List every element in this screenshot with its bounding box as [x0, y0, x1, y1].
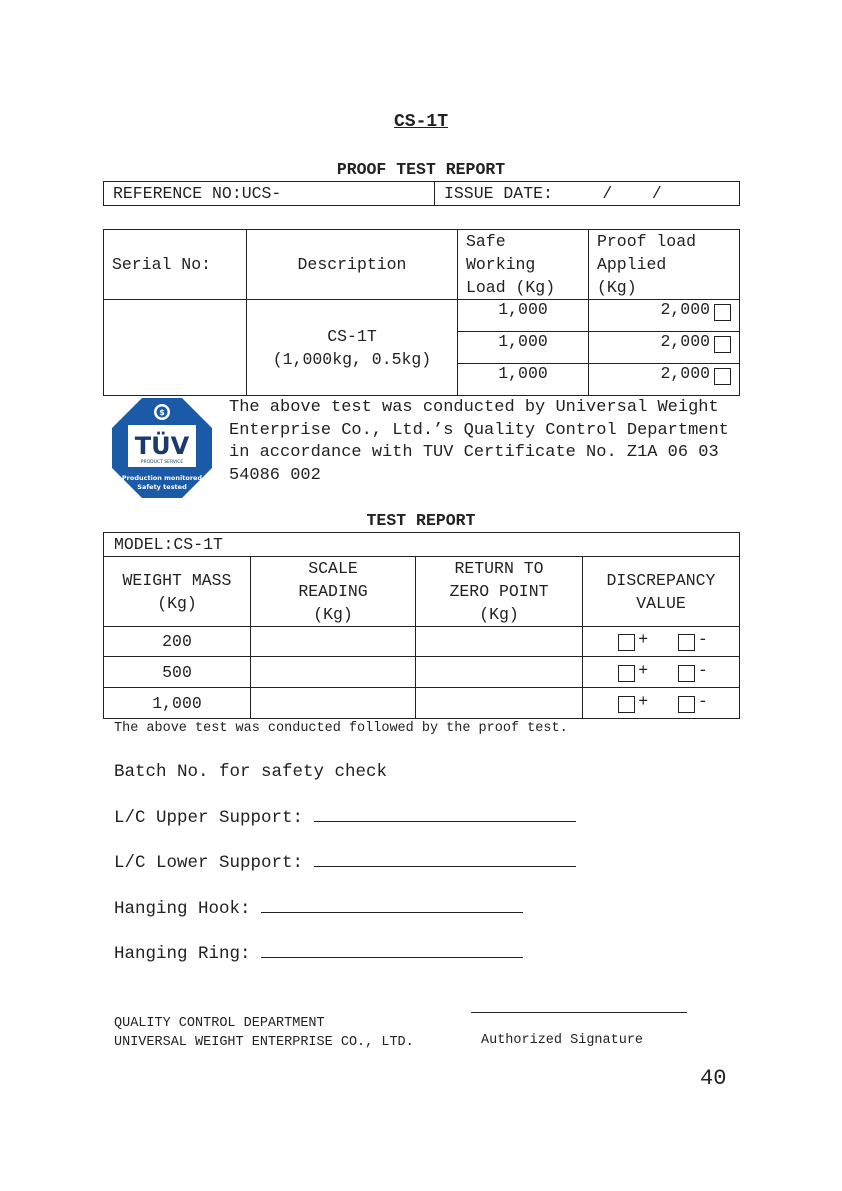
weight-value: 1,000: [104, 688, 251, 719]
scale-reading-cell[interactable]: [251, 627, 416, 657]
swl-value: 1,000: [458, 300, 589, 332]
signature-label: Authorized Signature: [481, 1033, 644, 1048]
test-report-title: TEST REPORT: [366, 511, 476, 530]
description-header: Description: [247, 230, 458, 300]
upper-support-label: L/C Upper Support:: [114, 808, 304, 828]
hanging-ring-label: Hanging Ring:: [114, 944, 251, 964]
scale-reading-cell[interactable]: [251, 657, 416, 688]
table-row: [104, 300, 740, 332]
discrepancy-header: DISCREPANCY VALUE: [583, 557, 740, 627]
tuv-statement: The above test was conducted by Universal Weight Enterprise Co., Ltd.’s Quality Control Department in accordance with TUV Certificate No. Z1A 06 03 54086 002: [229, 398, 729, 485]
proof-value: 2,000: [660, 332, 710, 351]
checkbox[interactable]: [714, 368, 731, 385]
upper-support-field[interactable]: [314, 807, 576, 822]
weight-mass-header: WEIGHT MASS (Kg): [104, 557, 251, 627]
signature-line[interactable]: [471, 1012, 687, 1013]
swl-header: Safe Working Load (Kg): [458, 230, 589, 300]
proof-test-table: [103, 229, 740, 396]
test-note: The above test was conducted followed by the proof test.: [114, 721, 568, 736]
lower-support-field[interactable]: [314, 852, 576, 867]
table-row: [104, 627, 740, 657]
hanging-hook-label: Hanging Hook:: [114, 899, 251, 919]
plus-checkbox[interactable]: [618, 665, 635, 682]
lower-support-label: L/C Lower Support:: [114, 853, 304, 873]
issue-date-cell: ISSUE DATE: / /: [435, 182, 740, 206]
minus-checkbox[interactable]: [678, 696, 695, 713]
proof-value: 2,000: [660, 300, 710, 319]
batch-title: Batch No. for safety check: [114, 762, 388, 782]
footer-company: [114, 1014, 414, 1052]
tuv-logo: [112, 398, 212, 498]
proof-value-cell: [589, 332, 740, 364]
proof-value-cell: [589, 300, 740, 332]
hanging-ring-row: [114, 943, 523, 964]
svg-text:PRODUCT SERVICE: PRODUCT SERVICE: [140, 460, 184, 465]
weight-value: 200: [104, 627, 251, 657]
return-zero-cell[interactable]: [416, 627, 583, 657]
company-name: UNIVERSAL WEIGHT ENTERPRISE CO., LTD.: [114, 1035, 414, 1050]
return-zero-cell[interactable]: [416, 688, 583, 719]
svg-text:Safety tested: Safety tested: [137, 483, 187, 491]
swl-value: 1,000: [458, 332, 589, 364]
proof-load-header: Proof load Applied (Kg): [589, 230, 740, 300]
scale-reading-cell[interactable]: [251, 688, 416, 719]
reference-table: [103, 181, 740, 206]
svg-text:$: $: [159, 408, 165, 417]
svg-text:Production monitored: Production monitored: [121, 474, 203, 482]
checkbox[interactable]: [714, 336, 731, 353]
minus-checkbox[interactable]: [678, 665, 695, 682]
discrepancy-cell: + -: [583, 688, 740, 719]
model-title: CS-1T: [393, 112, 448, 132]
plus-checkbox[interactable]: [618, 634, 635, 651]
checkbox[interactable]: [714, 304, 731, 321]
proof-report-title: PROOF TEST REPORT: [336, 160, 506, 179]
plus-checkbox[interactable]: [618, 696, 635, 713]
serial-cell: [104, 300, 247, 396]
test-report-table: [103, 532, 740, 719]
table-row: [104, 688, 740, 719]
tuv-logo-text: TÜV: [134, 432, 190, 460]
discrepancy-cell: + -: [583, 627, 740, 657]
return-zero-cell[interactable]: [416, 657, 583, 688]
table-row: [104, 657, 740, 688]
serial-header: Serial No:: [104, 230, 247, 300]
discrepancy-cell: + -: [583, 657, 740, 688]
hanging-ring-field[interactable]: [261, 943, 523, 958]
proof-value: 2,000: [660, 364, 710, 383]
department-name: QUALITY CONTROL DEPARTMENT: [114, 1016, 325, 1031]
proof-value-cell: [589, 364, 740, 396]
minus-checkbox[interactable]: [678, 634, 695, 651]
return-zero-header: RETURN TO ZERO POINT (Kg): [416, 557, 583, 627]
scale-reading-header: SCALE READING (Kg): [251, 557, 416, 627]
reference-number-cell: REFERENCE NO:UCS-: [104, 182, 435, 206]
weight-value: 500: [104, 657, 251, 688]
model-label: MODEL:CS-1T: [104, 533, 740, 557]
description-cell: CS-1T (1,000kg, 0.5kg): [247, 300, 458, 396]
lower-support-row: [114, 852, 576, 873]
upper-support-row: [114, 807, 576, 828]
hanging-hook-field[interactable]: [261, 898, 523, 913]
hanging-hook-row: [114, 898, 523, 919]
swl-value: 1,000: [458, 364, 589, 396]
page-number: 40: [700, 1066, 727, 1091]
